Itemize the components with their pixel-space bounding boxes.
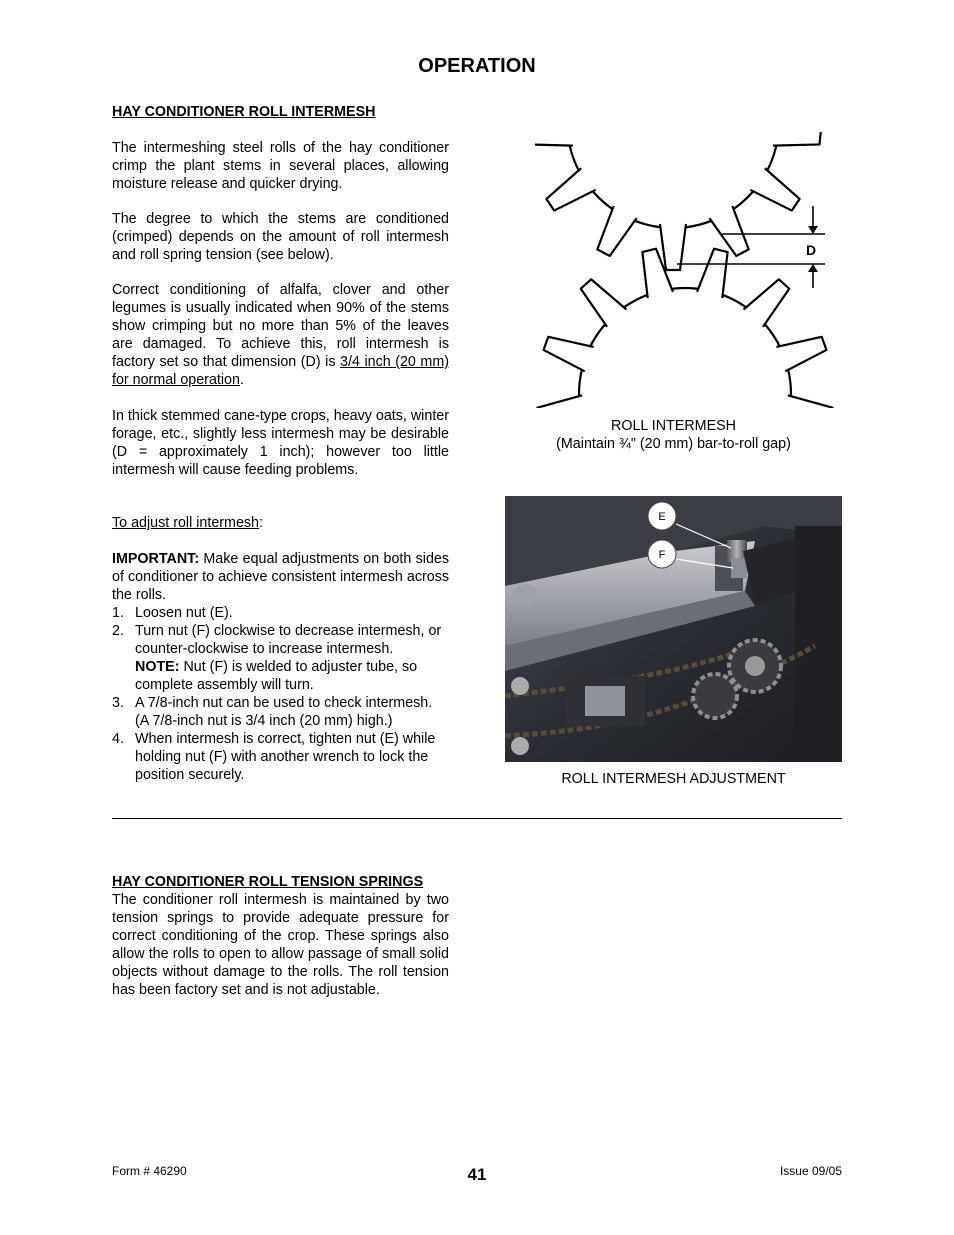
roll-intermesh-diagram	[535, 132, 835, 408]
step-item	[112, 694, 449, 730]
step-text: A 7/8-inch nut can be used to check intermesh. (A 7/8-inch nut is 3/4 inch (20 mm) high.)	[135, 695, 433, 729]
intermesh-section	[112, 103, 449, 121]
adjust-section	[112, 514, 449, 784]
step-text: Turn nut (F) clockwise to decrease intermesh, or counter-clockwise to increase intermesh.	[135, 623, 442, 657]
issue-date: Issue 09/05	[779, 1164, 842, 1178]
springs-section	[112, 873, 449, 999]
important-text: Make equal adjustments on both sides of conditioner to achieve consistent intermesh across the rolls.	[112, 551, 449, 603]
springs-heading: HAY CONDITIONER ROLL TENSION SPRINGS	[112, 874, 424, 890]
step-number: 4.	[112, 731, 124, 747]
step-number: 1.	[112, 605, 124, 621]
form-number: Form # 46290	[112, 1164, 187, 1178]
normal-operation-setting: 3/4 inch (20 mm) for normal operation	[112, 354, 449, 388]
roll-adjustment-photo	[505, 496, 842, 762]
dimension-d-label: D	[806, 242, 817, 258]
intermesh-para-3-text: Correct conditioning of alfalfa, clover and other legumes is usually indicated when 90% of the stems show crimping but no more than 5% of the leaves are damaged. To achieve this, roll intermesh is factory set so that dimension (D) is	[112, 282, 449, 370]
adjust-subheading-colon: :	[259, 515, 263, 531]
intermesh-para-3	[112, 281, 449, 389]
intermesh-para-3-end: .	[239, 372, 244, 388]
step-text: When intermesh is correct, tighten nut (E) while holding nut (F) with another wrench to lock the position securely.	[135, 731, 436, 783]
adjust-subheading	[112, 514, 449, 532]
step-number: 2.	[112, 623, 124, 639]
springs-para: The conditioner roll intermesh is maintained by two tension springs to provide adequate pressure for correct conditioning of the crop. These springs also allow the rolls to open to allow passage of small solid objects without damage to the rolls. The roll tension has been factory set and is not adjustable.	[112, 892, 449, 998]
intermesh-para-1: The intermeshing steel rolls of the hay conditioner crimp the plant stems in several places, allowing moisture release and quicker drying.	[112, 140, 449, 192]
step-item	[112, 604, 449, 622]
note-label: NOTE:	[135, 659, 180, 675]
figure1-caption-line2: (Maintain ¾" (20 mm) bar-to-roll gap)	[556, 436, 791, 452]
important-note	[112, 550, 449, 604]
step-item	[112, 622, 449, 694]
important-label: IMPORTANT:	[112, 551, 200, 567]
step-number: 3.	[112, 695, 124, 711]
page-title: OPERATION	[418, 55, 536, 77]
callout-f-label: F	[658, 549, 666, 561]
figure1-caption	[505, 417, 842, 453]
roll-adjustment-photo-art	[505, 496, 842, 762]
page-number: 41	[467, 1165, 487, 1184]
lower-roll	[537, 247, 834, 408]
adjust-steps	[112, 604, 449, 784]
section-divider	[112, 818, 842, 819]
note-text: Nut (F) is welded to adjuster tube, so complete assembly will turn.	[135, 659, 418, 693]
intermesh-para-2: The degree to which the stems are conditioned (crimped) depends on the amount of roll intermesh and roll spring tension (see below).	[112, 211, 449, 263]
step-item	[112, 730, 449, 784]
figure1-caption-line1: ROLL INTERMESH	[611, 418, 736, 434]
callout-e-label: E	[658, 511, 666, 523]
intermesh-para-4: In thick stemmed cane-type crops, heavy oats, winter forage, etc., slightly less intermesh may be desirable (D = approximately 1 inch); however too little intermesh will cause feeding problems.	[112, 408, 449, 478]
intermesh-body	[112, 139, 449, 479]
step-text: Loosen nut (E).	[135, 605, 233, 621]
intermesh-heading: HAY CONDITIONER ROLL INTERMESH	[112, 104, 376, 120]
adjust-subheading-text: To adjust roll intermesh	[112, 515, 260, 531]
upper-roll	[535, 132, 822, 270]
figure2-caption: ROLL INTERMESH ADJUSTMENT	[561, 771, 786, 787]
